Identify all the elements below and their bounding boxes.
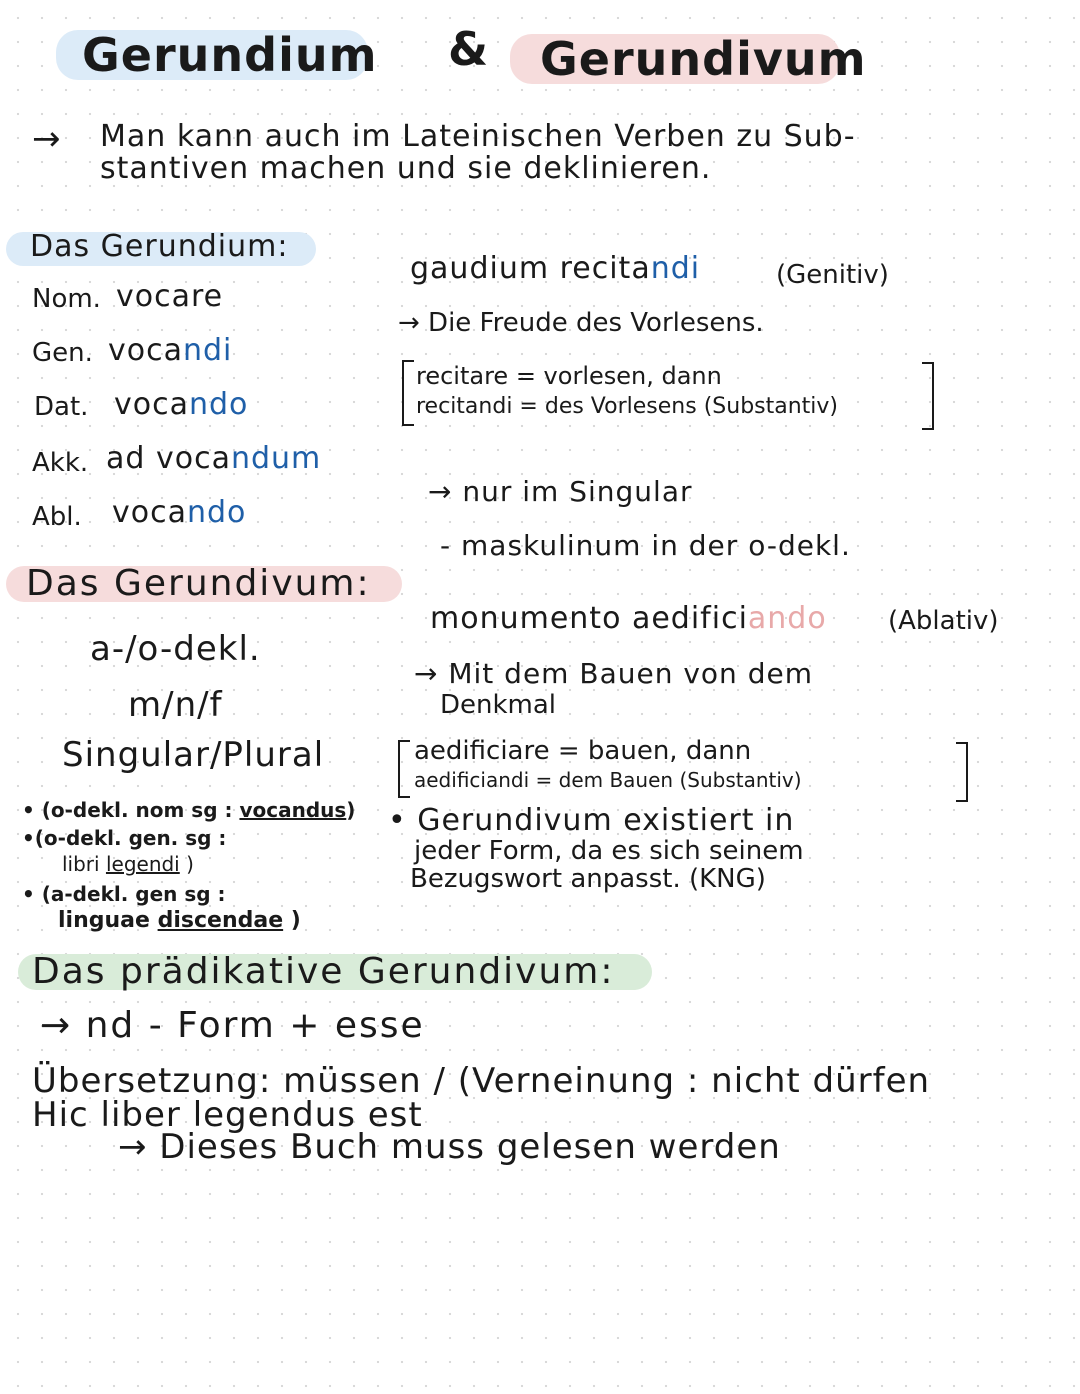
stem: voca: [114, 387, 189, 422]
praedikativ-formula: → nd - Form + esse: [40, 1005, 425, 1046]
praedikativ-example: Hic liber legendus est: [32, 1095, 423, 1135]
praedikativ-translation-label: Übersetzung: müssen / (Verneinung : nicht dürfen: [32, 1061, 931, 1101]
gerundivum-example-2-line-1: •(o-dekl. gen. sg :: [22, 826, 227, 850]
gerundivum-note-2: aedificiandi = dem Bauen (Substantiv): [414, 768, 802, 792]
title-ampersand: &: [448, 22, 490, 76]
stem: voca: [108, 333, 183, 368]
gerundivum-note-bracket-left: [398, 740, 410, 798]
case-form-gen: [108, 333, 233, 368]
gerundium-example: [410, 251, 701, 286]
gerundivum-example-1: • (o-dekl. nom sg : vocandus): [22, 798, 356, 822]
praedikativ-heading: Das prädikative Gerundivum:: [32, 951, 615, 992]
gerundivum-genders: m/n/f: [128, 685, 223, 725]
gerundium-note-bracket-right: [922, 362, 934, 430]
gerundivum-translation-2: Denkmal: [440, 690, 557, 720]
gerundivum-rule-3: Bezugswort anpasst. (KNG): [410, 864, 766, 894]
gerundium-note-bracket-left: [402, 360, 414, 426]
ending: ndum: [230, 441, 322, 476]
gerundium-note-2: recitandi = des Vorlesens (Substantiv): [416, 394, 839, 419]
case-label-abl: Abl.: [32, 502, 82, 532]
praedikativ-example-translation: → Dieses Buch muss gelesen werden: [118, 1127, 781, 1167]
gerundivum-example-3-line-1: • (a-dekl. gen sg :: [22, 882, 226, 906]
gerundium-rule-1: → nur im Singular: [428, 475, 693, 508]
gerundium-example-case: (Genitiv): [776, 260, 889, 290]
gerundivum-example-3-line-2: linguae discendae ): [58, 908, 301, 933]
ending: ndo: [189, 387, 249, 422]
gerundivum-translation-1: → Mit dem Bauen von dem: [414, 657, 813, 690]
example-ending: ando: [747, 601, 827, 636]
title-gerundivum: Gerundivum: [540, 32, 867, 86]
gerundivum-example-2-line-2: libri legendi ): [62, 852, 194, 876]
example-stem: monumento aedifici: [430, 601, 748, 636]
case-label-nom: Nom.: [32, 284, 101, 314]
gerundivum-declension: a-/o-dekl.: [90, 629, 261, 669]
gerundium-rule-2: - maskulinum in der o-dekl.: [440, 529, 851, 562]
gerundium-translation: → Die Freude des Vorlesens.: [398, 308, 764, 338]
gerundivum-heading: Das Gerundivum:: [26, 563, 371, 604]
ending: ndi: [183, 333, 233, 368]
case-label-gen: Gen.: [32, 338, 93, 368]
stem: ad voca: [106, 441, 231, 476]
gerundivum-example-case: (Ablativ): [888, 606, 999, 636]
title-gerundium: Gerundium: [82, 28, 378, 82]
intro-line-2: stantiven machen und sie deklinieren.: [100, 151, 712, 186]
example-ending: ndi: [650, 251, 701, 286]
intro-line-1: Man kann auch im Lateinischen Verben zu Sub-: [100, 119, 856, 154]
example-stem: gaudium recita: [410, 251, 651, 286]
gerundivum-note-1: aedificiare = bauen, dann: [414, 736, 752, 766]
case-form-akk: [106, 441, 322, 476]
gerundium-note-1: recitare = vorlesen, dann: [416, 362, 722, 390]
gerundivum-rule-2: jeder Form, da es sich seinem: [414, 836, 804, 866]
stem: vocare: [116, 279, 224, 314]
intro-arrow: →: [32, 119, 62, 159]
case-label-akk: Akk.: [32, 448, 89, 478]
case-form-dat: [114, 387, 249, 422]
case-label-dat: Dat.: [34, 392, 89, 422]
gerundium-heading: Das Gerundium:: [30, 229, 289, 264]
ending: ndo: [187, 495, 247, 530]
gerundivum-rule-1: • Gerundivum existiert in: [388, 803, 795, 838]
stem: voca: [112, 495, 187, 530]
gerundivum-note-bracket-right: [956, 742, 968, 802]
case-form-abl: [112, 495, 247, 530]
gerundivum-example: [430, 601, 827, 636]
gerundivum-number: Singular/Plural: [62, 735, 325, 775]
case-form-nom: [116, 279, 224, 314]
